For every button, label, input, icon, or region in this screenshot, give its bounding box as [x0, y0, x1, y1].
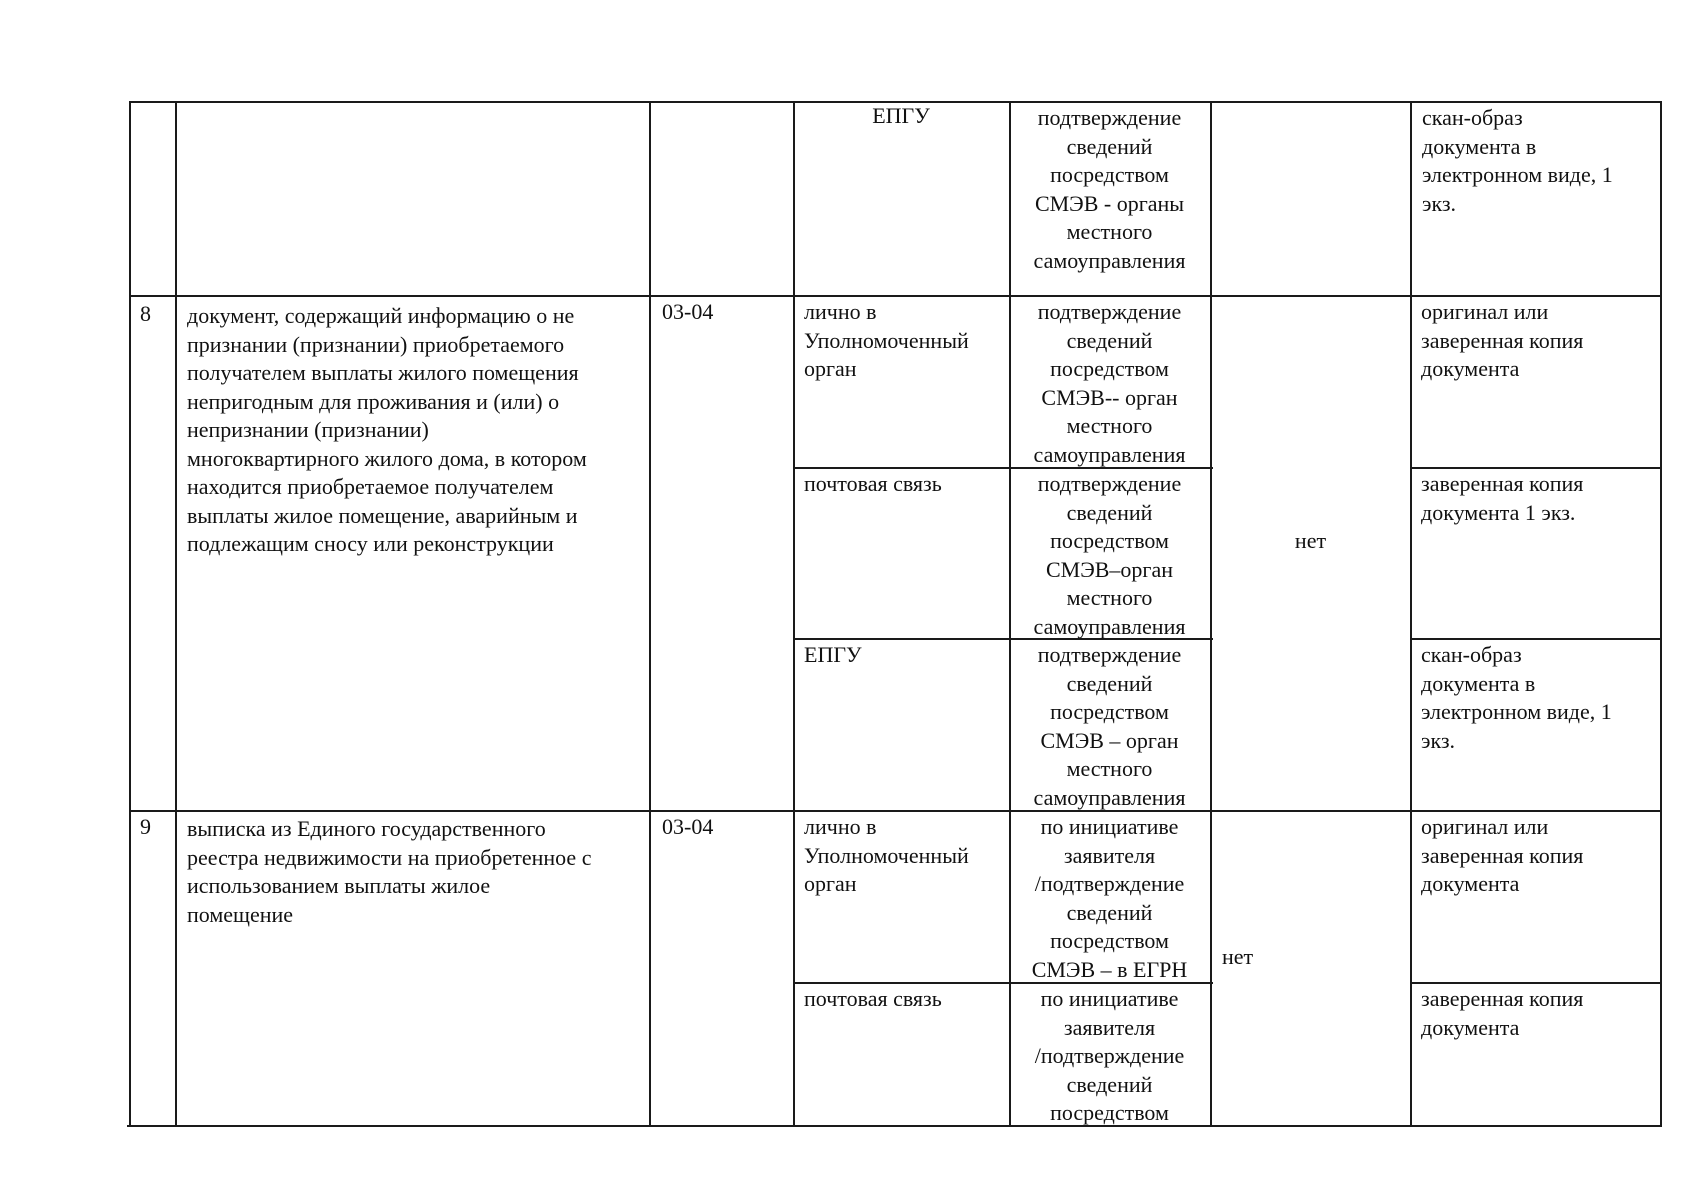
- column-divider: [649, 101, 651, 1127]
- column-divider: [793, 101, 795, 1127]
- sub-row-divider: [1412, 638, 1662, 640]
- document-form-cell: оригинал или заверенная копия документа: [1421, 299, 1584, 381]
- document-name-cell: выписка из Единого государственного реестра недвижимости на приобретенное с использованием выплаты жилое помещение: [187, 816, 592, 927]
- document-name-cell: документ, содержащий информацию о не признании (признании) приобретаемого получателем выплаты жилого помещения непригодным для проживания и (или) о непризнании (признании) многоквартирного жилого дома, в котором находится приобретаемое получателем выплаты жилое помещение, аварийным и подлежащим сносу или реконструкции: [187, 303, 587, 556]
- document-form-cell: заверенная копия документа 1 экз.: [1421, 471, 1584, 525]
- confirmation-cell: подтверждение сведений посредством СМЭВ - органы местного самоуправления: [1033, 105, 1186, 273]
- row-number: 9: [140, 814, 151, 839]
- delivery-channel-cell: ЕПГУ: [804, 642, 862, 667]
- column-divider: [1410, 101, 1412, 1127]
- delivery-channel-cell: почтовая связь: [804, 471, 942, 496]
- delivery-channel-cell: ЕПГУ: [872, 103, 930, 128]
- flag-cell: нет: [1294, 528, 1327, 553]
- confirmation-cell: по инициативе заявителя /подтверждение сведений посредством СМЭВ – в ЕГРН: [1031, 814, 1188, 982]
- sub-row-divider: [1412, 467, 1662, 469]
- flag-cell: нет: [1222, 944, 1254, 969]
- document-form-cell: оригинал или заверенная копия документа: [1421, 814, 1584, 896]
- row-divider: [131, 295, 1662, 297]
- confirmation-cell: подтверждение сведений посредством СМЭВ–орган местного самоуправления: [1033, 471, 1186, 639]
- document-form-cell: скан-образ документа в электронном виде, 1 экз.: [1422, 105, 1613, 216]
- row-number: 8: [140, 301, 151, 326]
- confirmation-cell: по инициативе заявителя /подтверждение сведений посредством: [1034, 986, 1185, 1125]
- sub-row-divider: [1412, 982, 1662, 984]
- code-cell: 03-04: [662, 299, 714, 324]
- document-form-cell: скан-образ документа в электронном виде, 1 экз.: [1421, 642, 1612, 753]
- code-cell: 03-04: [662, 814, 714, 839]
- confirmation-cell: подтверждение сведений посредством СМЭВ-- орган местного самоуправления: [1033, 299, 1186, 467]
- column-divider: [175, 101, 177, 1127]
- table-right-border: [1660, 101, 1662, 1127]
- document-form-cell: заверенная копия документа: [1421, 986, 1584, 1040]
- table-bottom-border: [127, 1125, 1662, 1127]
- delivery-channel-cell: почтовая связь: [804, 986, 942, 1011]
- confirmation-cell: подтверждение сведений посредством СМЭВ – орган местного самоуправления: [1033, 642, 1186, 810]
- delivery-channel-cell: лично в Уполномоченный орган: [804, 814, 969, 896]
- table-left-border: [129, 101, 131, 1127]
- delivery-channel-cell: лично в Уполномоченный орган: [804, 299, 969, 381]
- column-divider: [1210, 101, 1212, 1127]
- row-divider: [129, 810, 1662, 812]
